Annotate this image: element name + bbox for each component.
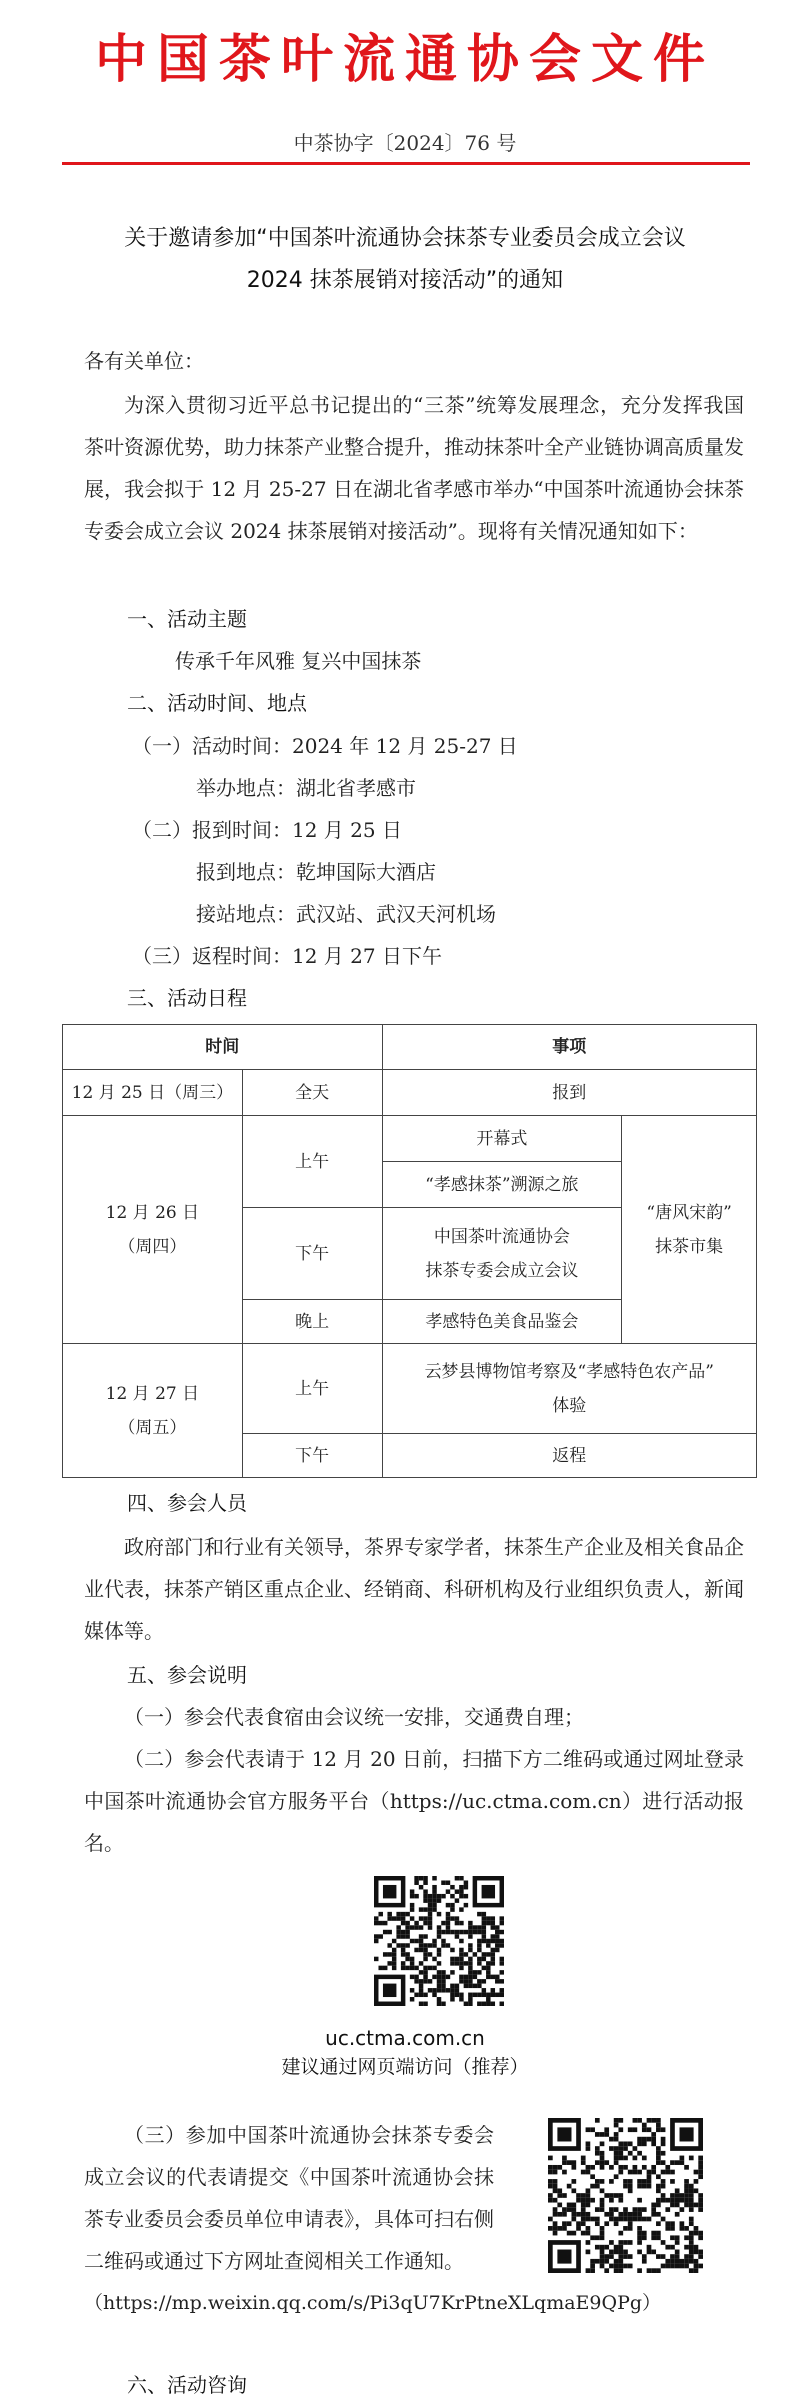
- registration-qr-code[interactable]: [374, 1876, 504, 2006]
- note2-paragraph: [84, 1738, 744, 1864]
- note3-text: （三）参加中国茶叶流通协会抹茶专委会成立会议的代表请提交《中国茶叶流通协会抹茶专业委员会委员单位申请表》，具体可扫右侧二维码或通过下方网址查阅相关工作通知。: [84, 2123, 494, 2273]
- d27-pm-item: 返程: [382, 1434, 756, 1478]
- d26-eve-item: 孝感特色美食品鉴会: [382, 1300, 622, 1344]
- d26-pm-cell: [382, 1208, 622, 1300]
- note1-text: （一）参会代表食宿由会议统一安排，交通费自理；: [124, 1705, 584, 1729]
- qr-url-caption: uc.ctma.com.cn: [325, 2026, 485, 2050]
- table-row: [63, 1025, 757, 1070]
- time-line-venue: 举办地点：湖北省孝感市: [196, 776, 416, 800]
- notice-title-line1: 关于邀请参加“中国茶叶流通协会抹茶专业委员会成立会议: [124, 226, 686, 251]
- d27-date: 12 月 27 日: [105, 1383, 200, 1404]
- application-qr-code[interactable]: [548, 2118, 703, 2273]
- d27-am-item1: 云梦县博物馆考察及“孝感特色农产品”: [424, 1361, 714, 1382]
- d26-pm-item1: 中国茶叶流通协会: [433, 1226, 570, 1247]
- d26-eve: 晚上: [242, 1300, 382, 1344]
- d26-am: 上午: [242, 1116, 382, 1208]
- d27-weekday: （周五）: [118, 1417, 187, 1438]
- d25-date: 12 月 25 日（周三）: [63, 1070, 243, 1116]
- qr-hint-caption: 建议通过网页端访问（推荐）: [281, 2056, 529, 2078]
- note3-url[interactable]: （https://mp.weixin.qq.com/s/Pi3qU7KrPtneXLqmaE9QPg）: [84, 2292, 662, 2314]
- section-notes-heading: 五、参会说明: [127, 1663, 247, 1687]
- d27-pm: 下午: [242, 1434, 382, 1478]
- participants-text: 政府部门和行业有关领导，茶界专家学者，抹茶生产企业及相关食品企业代表，抹茶产销区重点企业、经销商、科研机构及行业组织负责人，新闻媒体等。: [84, 1535, 744, 1643]
- table-row: [63, 1070, 757, 1116]
- d26-date-cell: [63, 1116, 243, 1344]
- d27-date-cell: [63, 1344, 243, 1478]
- header-time: 时间: [63, 1025, 383, 1070]
- section-participants-heading: 四、参会人员: [127, 1491, 247, 1515]
- d26-pm-item2: 抹茶专委会成立会议: [425, 1260, 579, 1281]
- salutation: 各有关单位：: [84, 349, 204, 373]
- notice-title-line2: 2024 抹茶展销对接活动”的通知: [246, 268, 564, 293]
- d26-date: 12 月 26 日: [105, 1202, 200, 1223]
- header-item: 事项: [382, 1025, 756, 1070]
- note1-paragraph: [84, 1696, 744, 1738]
- intro-text: 为深入贯彻习近平总书记提出的“三茶”统筹发展理念，充分发挥我国茶叶资源优势，助力抹茶产业整合提升，推动抹茶叶全产业链协调高质量发展，我会拟于 12 月 25-27 日在湖北省孝感市举办“中国茶叶流通协会抹茶专委会成立会议 2024 抹茶展销对接活动”。现将有关情况通知如下：: [84, 393, 744, 543]
- section-schedule-heading: 三、活动日程: [127, 986, 247, 1010]
- time-line-return: （三）返程时间：12 月 27 日下午: [132, 944, 442, 968]
- table-row: [63, 1116, 757, 1162]
- time-line-checkin: （二）报到时间：12 月 25 日: [132, 818, 402, 842]
- time-line-checkin-place: 报到地点：乾坤国际大酒店: [196, 860, 436, 884]
- d26-pm: 下午: [242, 1208, 382, 1300]
- table-row: [63, 1344, 757, 1434]
- note2-text: （二）参会代表请于 12 月 20 日前，扫描下方二维码或通过网址登录中国茶叶流通协会官方服务平台（https://uc.ctma.com.cn）进行活动报名。: [84, 1747, 744, 1855]
- intro-paragraph: [84, 384, 744, 552]
- section-time-heading: 二、活动时间、地点: [127, 691, 307, 715]
- participants-paragraph: [84, 1526, 744, 1652]
- red-divider: [62, 162, 750, 165]
- time-line-activity: （一）活动时间：2024 年 12 月 25-27 日: [132, 734, 518, 758]
- d27-am-item2: 体验: [552, 1395, 587, 1416]
- schedule-table: [62, 1024, 757, 1478]
- doc-number: 中茶协字〔2024〕76 号: [293, 131, 517, 155]
- section-consult-heading: 六、活动咨询: [127, 2373, 247, 2397]
- d27-am: 上午: [242, 1344, 382, 1434]
- d27-am-cell: [382, 1344, 756, 1434]
- d26-weekday: （周四）: [118, 1236, 187, 1257]
- masthead: 中国茶叶流通协会文件: [94, 30, 715, 90]
- side-item2: 抹茶市集: [655, 1236, 724, 1257]
- side-item1: “唐风宋韵”: [646, 1202, 732, 1223]
- notice-title: [60, 218, 750, 302]
- d26-am-item2: “孝感抹茶”溯源之旅: [382, 1162, 622, 1208]
- d25-item: 报到: [382, 1070, 756, 1116]
- note3-paragraph: [84, 2114, 494, 2282]
- time-line-pickup: 接站地点：武汉站、武汉天河机场: [196, 902, 496, 926]
- d25-period: 全天: [242, 1070, 382, 1116]
- side-market-cell: [622, 1116, 757, 1344]
- section-theme-heading: 一、活动主题: [127, 607, 247, 631]
- d26-am-item1: 开幕式: [382, 1116, 622, 1162]
- theme-text: 传承千年风雅 复兴中国抹茶: [175, 649, 422, 673]
